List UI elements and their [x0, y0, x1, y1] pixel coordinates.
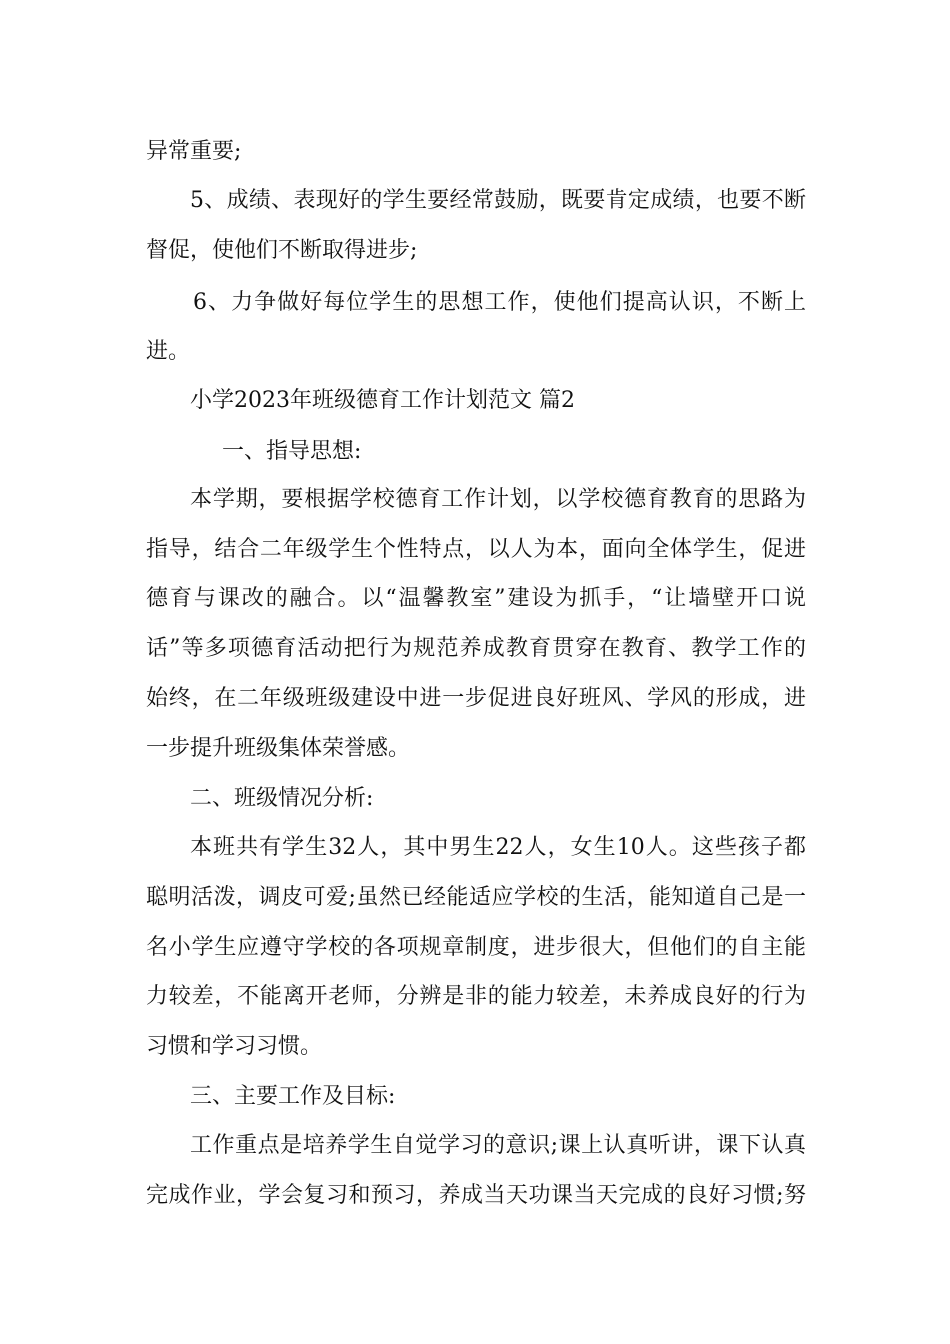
paragraph-line: 力较差，不能离开老师，分辨是非的能力较差，未养成良好的行为	[146, 984, 806, 1009]
paragraph-line: 聪明活泼，调皮可爱;虽然已经能适应学校的生活，能知道自己是一	[146, 885, 806, 910]
paragraph-line: 名小学生应遵守学校的各项规章制度，进步很大，但他们的自主能	[146, 935, 806, 960]
paragraph-line: 工作重点是培养学生自觉学习的意识;课上认真听讲，课下认真	[190, 1133, 806, 1158]
paragraph-line: 指导，结合二年级学生个性特点，以人为本，面向全体学生，促进	[146, 537, 806, 562]
paragraph-line: 一步提升班级集体荣誉感。	[146, 736, 411, 761]
paragraph-line: 本学期，要根据学校德育工作计划，以学校德育教育的思路为	[190, 487, 806, 512]
section-title: 小学2023年班级德育工作计划范文 篇2	[190, 388, 575, 413]
list-item-6: 6、力争做好每位学生的思想工作，使他们提高认识，不断上	[193, 290, 806, 315]
text-line: 异常重要;	[146, 139, 242, 164]
text-line: 督促，使他们不断取得进步;	[146, 238, 418, 263]
paragraph-line: 始终，在二年级班级建设中进一步促进良好班风、学风的形成，进	[146, 686, 806, 711]
paragraph-line: 完成作业，学会复习和预习，养成当天功课当天完成的良好习惯;努	[146, 1183, 806, 1208]
heading-main-work: 三、主要工作及目标:	[190, 1084, 396, 1109]
paragraph-line: 本班共有学生32人，其中男生22人，女生10人。这些孩子都	[190, 835, 806, 860]
text-line: 进。	[146, 339, 191, 364]
heading-class-analysis: 二、班级情况分析:	[190, 786, 374, 811]
paragraph-line: 话”等多项德育活动把行为规范养成教育贯穿在教育、教学工作的	[146, 636, 806, 661]
list-item-5: 5、成绩、表现好的学生要经常鼓励，既要肯定成绩，也要不断	[190, 188, 806, 213]
heading-guiding-thought: 一、指导思想:	[222, 439, 362, 464]
paragraph-line: 习惯和学习习惯。	[146, 1034, 323, 1059]
paragraph-line: 德育与课改的融合。以“温馨教室”建设为抓手，“让墙壁开口说	[146, 586, 806, 611]
